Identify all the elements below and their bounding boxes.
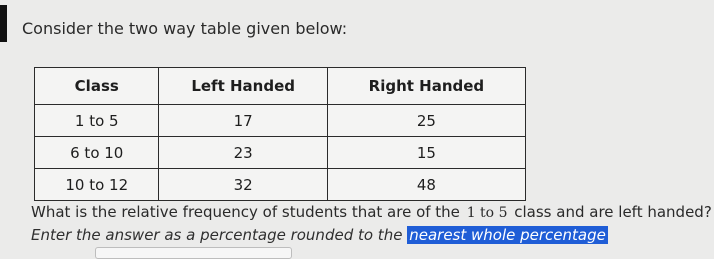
cell-right-handed: 15: [327, 137, 525, 169]
header-class: Class: [35, 68, 159, 105]
cell-class: 1 to 5: [35, 105, 159, 137]
answer-input[interactable]: [95, 247, 292, 259]
question-after: class and are left handed?: [514, 203, 712, 221]
header-left-handed: Left Handed: [159, 68, 327, 105]
instruction-text: [31, 226, 608, 244]
cell-class: 10 to 12: [35, 169, 159, 201]
left-accent-bar: [0, 5, 7, 42]
cell-right-handed: 48: [327, 169, 525, 201]
instruction-highlight: nearest whole percentage: [409, 226, 606, 244]
table-row: [35, 137, 526, 169]
table-row: [35, 105, 526, 137]
cell-class: 6 to 10: [35, 137, 159, 169]
header-right-handed: Right Handed: [327, 68, 525, 105]
cell-left-handed: 23: [159, 137, 327, 169]
question-range: 1 to 5: [466, 205, 508, 221]
cell-left-handed: 17: [159, 105, 327, 137]
cell-right-handed: 25: [327, 105, 525, 137]
question-before: What is the relative frequency of students that are of the: [31, 203, 460, 221]
table-header-row: [35, 68, 526, 105]
table-row: [35, 169, 526, 201]
prompt-text: Consider the two way table given below:: [22, 19, 348, 38]
cell-left-handed: 32: [159, 169, 327, 201]
instruction-main: Enter the answer as a percentage rounded to the: [31, 226, 403, 244]
two-way-table: [34, 67, 526, 201]
question-text: [31, 203, 712, 221]
